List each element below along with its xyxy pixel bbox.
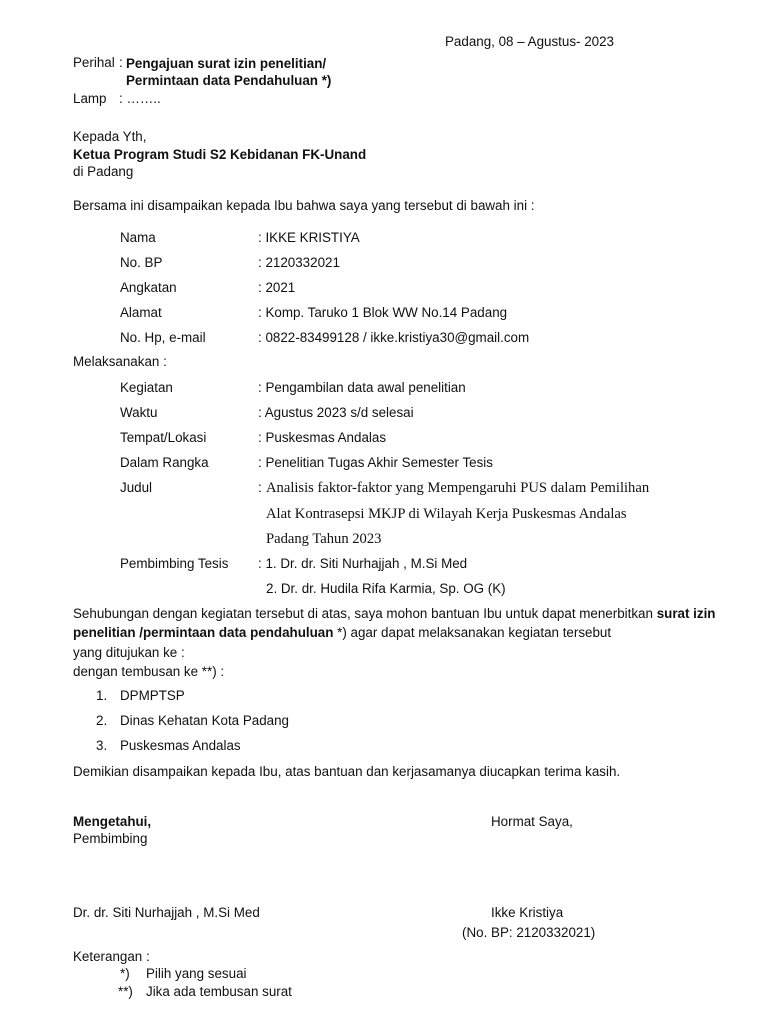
melaksanakan-heading: Melaksanakan : <box>73 354 167 369</box>
lamp-value: : …….. <box>119 91 161 106</box>
keterangan-mark: *) <box>120 966 130 981</box>
perihal-line-2: Permintaan data Pendahuluan *) <box>126 73 332 88</box>
tembusan-item: DPMPTSP <box>120 688 185 703</box>
request-bold-2: penelitian /permintaan data pendahuluan <box>73 625 334 640</box>
tembusan-item: Puskesmas Andalas <box>120 738 241 753</box>
activity-value: : Puskesmas Andalas <box>258 430 387 445</box>
intro-paragraph: Bersama ini disampaikan kepada Ibu bahwa saya yang tersebut di bawah ini : <box>73 198 535 213</box>
signature-right-title: Hormat Saya, <box>491 814 573 829</box>
activity-label: Tempat/Lokasi <box>120 430 207 445</box>
request-line-2 <box>73 625 611 641</box>
identity-value: : 2120332021 <box>258 255 340 270</box>
keterangan-label: Keterangan : <box>73 949 150 964</box>
keterangan-item: Pilih yang sesuai <box>146 966 247 981</box>
request-text-1: Sehubungan dengan kegiatan tersebut di atas, saya mohon bantuan Ibu untuk dapat menerbitkan <box>73 606 653 621</box>
request-text-2: *) agar dapat melaksanakan kegiatan tersebut <box>333 625 612 640</box>
lamp-label: Lamp <box>73 91 107 106</box>
recipient-greeting: Kepada Yth, <box>73 129 147 144</box>
tembusan-number: 2. <box>96 713 108 728</box>
perihal-label: Perihal <box>73 55 115 70</box>
request-line-4: dengan tembusan ke **) : <box>73 664 225 679</box>
identity-value: : IKKE KRISTIYA <box>258 230 360 245</box>
activity-value: : Agustus 2023 s/d selesai <box>258 405 414 420</box>
signature-right-name: Ikke Kristiya <box>491 905 564 920</box>
signature-right-bp: (No. BP: 2120332021) <box>462 925 596 940</box>
identity-label: Alamat <box>120 305 162 320</box>
activity-label: Dalam Rangka <box>120 455 209 470</box>
judul-line-3: Padang Tahun 2023 <box>266 531 382 547</box>
tembusan-number: 1. <box>96 688 108 703</box>
keterangan-item: Jika ada tembusan surat <box>146 984 292 999</box>
request-line-1 <box>73 606 715 622</box>
tembusan-item: Dinas Kehatan Kota Padang <box>120 713 289 728</box>
judul-label: Judul <box>120 480 153 495</box>
identity-label: No. Hp, e-mail <box>120 330 206 345</box>
judul-line-2: Alat Kontrasepsi MKJP di Wilayah Kerja Puskesmas Andalas <box>266 506 627 522</box>
activity-label: Kegiatan <box>120 380 173 395</box>
activity-label: Waktu <box>120 405 158 420</box>
recipient-name: Ketua Program Studi S2 Kebidanan FK-Unand <box>73 147 367 162</box>
perihal-line-1: Pengajuan surat izin penelitian/ <box>126 56 327 71</box>
identity-label: Angkatan <box>120 280 177 295</box>
recipient-place: di Padang <box>73 164 134 179</box>
pembimbing-line-1: : 1. Dr. dr. Siti Nurhajjah , M.Si Med <box>258 556 468 571</box>
signature-left-role: Pembimbing <box>73 831 148 846</box>
activity-value: : Pengambilan data awal penelitian <box>258 380 466 395</box>
judul-colon: : <box>258 480 262 495</box>
identity-value: : 2021 <box>258 280 296 295</box>
letter-date: Padang, 08 – Agustus- 2023 <box>445 34 615 49</box>
identity-label: Nama <box>120 230 156 245</box>
pembimbing-label: Pembimbing Tesis <box>120 556 229 571</box>
identity-value: : 0822-83499128 / ikke.kristiya30@gmail.com <box>258 330 530 345</box>
keterangan-mark: **) <box>118 984 133 999</box>
activity-value: : Penelitian Tugas Akhir Semester Tesis <box>258 455 493 470</box>
judul-line-1: Analisis faktor-faktor yang Mempengaruhi PUS dalam Pemilihan <box>266 480 650 496</box>
perihal-colon: : <box>119 55 123 70</box>
request-line-3: yang ditujukan ke : <box>73 645 185 660</box>
pembimbing-line-2: 2. Dr. dr. Hudila Rifa Karmia, Sp. OG (K) <box>266 581 506 596</box>
tembusan-number: 3. <box>96 738 108 753</box>
signature-left-title: Mengetahui, <box>73 814 152 829</box>
closing-paragraph: Demikian disampaikan kepada Ibu, atas bantuan dan kerjasamanya diucapkan terima kasih. <box>73 764 621 779</box>
request-bold-1: surat izin <box>656 606 716 621</box>
identity-label: No. BP <box>120 255 163 270</box>
signature-left-name: Dr. dr. Siti Nurhajjah , M.Si Med <box>73 905 260 920</box>
identity-value: : Komp. Taruko 1 Blok WW No.14 Padang <box>258 305 508 320</box>
